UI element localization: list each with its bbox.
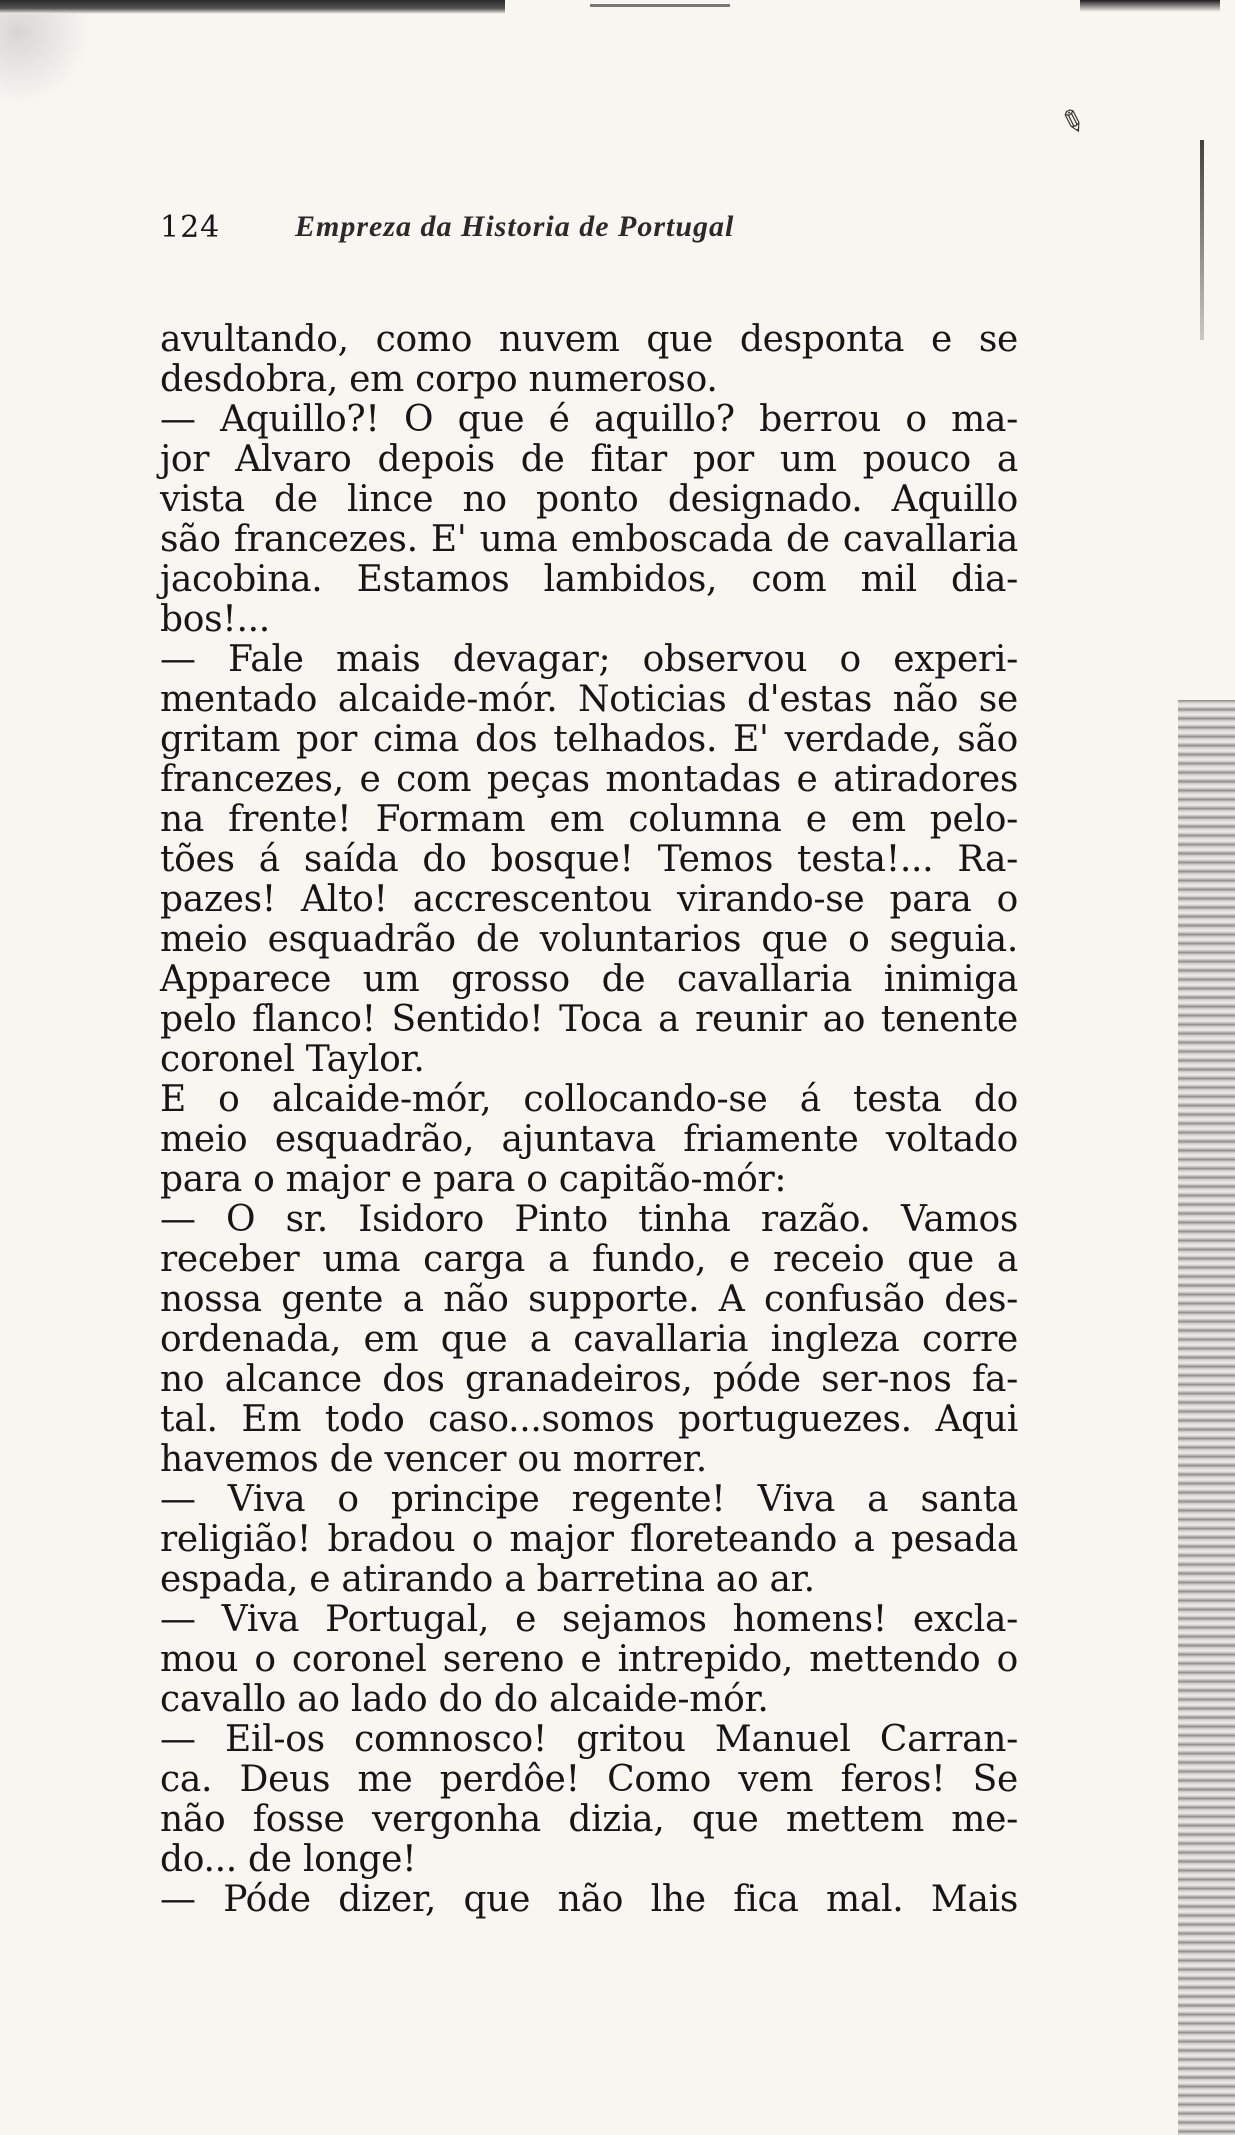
- text-line: francezes, e com peças montadas e atiradores: [160, 759, 1018, 800]
- text-line: meio esquadrão de voluntarios que o seguia.: [160, 919, 1018, 960]
- text-line: tal. Em todo caso...somos portuguezes. Aqui: [160, 1399, 1018, 1440]
- text-line: — Aquillo?! O que é aquillo? berrou o ma-: [160, 399, 1018, 440]
- scan-artifact-page-edge: [1178, 700, 1235, 2135]
- text-line: no alcance dos granadeiros, póde ser-nos fa-: [160, 1359, 1018, 1400]
- running-title: Empreza da Historia de Portugal: [295, 210, 735, 243]
- text-line: — Póde dizer, que não lhe fica mal. Mais: [160, 1879, 1018, 1920]
- text-line: são francezes. E' uma emboscada de cavallaria: [160, 519, 1018, 560]
- text-line: jacobina. Estamos lambidos, com mil dia-: [160, 559, 1018, 600]
- text-line: — Viva o principe regente! Viva a santa: [160, 1479, 1018, 1520]
- text-line: para o major e para o capitão-mór:: [160, 1159, 787, 1200]
- page-number: 124: [160, 210, 221, 245]
- text-line: gritam por cima dos telhados. E' verdade, são: [160, 719, 1018, 760]
- text-line: bos!...: [160, 599, 270, 640]
- scan-artifact-corner-speckle: [0, 14, 90, 104]
- text-line: jor Alvaro depois de fitar por um pouco a: [160, 439, 1018, 480]
- text-line: cavallo ao lado do do alcaide-mór.: [160, 1679, 769, 1720]
- text-line: ordenada, em que a cavallaria ingleza corre: [160, 1319, 1018, 1360]
- scan-artifact-right-line: [1200, 140, 1204, 340]
- scan-artifact-top-right: [1080, 0, 1220, 12]
- text-line: desdobra, em corpo numeroso.: [160, 359, 718, 400]
- text-line: — Fale mais devagar; observou o experi-: [160, 639, 1018, 680]
- text-line: — Viva Portugal, e sejamos homens! excla-: [160, 1599, 1018, 1640]
- text-line: coronel Taylor.: [160, 1039, 425, 1080]
- scan-artifact-top-center: [590, 4, 730, 7]
- text-line: do... de longe!: [160, 1839, 417, 1880]
- text-line: pelo flanco! Sentido! Toca a reunir ao tenente: [160, 999, 1018, 1040]
- text-line: E o alcaide-mór, collocando-se á testa do: [160, 1079, 1018, 1120]
- text-line: mou o coronel sereno e intrepido, mettendo o: [160, 1639, 1018, 1680]
- running-head: [160, 210, 1040, 260]
- text-line: ca. Deus me perdôe! Como vem feros! Se: [160, 1759, 1018, 1800]
- text-line: não fosse vergonha dizia, que mettem me-: [160, 1799, 1018, 1840]
- text-line: mentado alcaide-mór. Noticias d'estas não se: [160, 679, 1018, 720]
- text-line: avultando, como nuvem que desponta e se: [160, 319, 1018, 360]
- text-line: tões á saída do bosque! Temos testa!... Ra-: [160, 839, 1018, 880]
- text-line: meio esquadrão, ajuntava friamente voltado: [160, 1119, 1018, 1160]
- ink-mark-icon: ✎: [1055, 101, 1090, 144]
- text-line: receber uma carga a fundo, e receio que a: [160, 1239, 1018, 1280]
- text-line: — Eil-os comnosco! gritou Manuel Carran-: [160, 1719, 1018, 1760]
- text-line: Apparece um grosso de cavallaria inimiga: [160, 959, 1018, 1000]
- scan-artifact-top-left: [0, 0, 505, 14]
- text-line: na frente! Formam em columna e em pelo-: [160, 799, 1018, 840]
- body-text: [160, 320, 1018, 1920]
- text-line: nossa gente a não supporte. A confusão des-: [160, 1279, 1018, 1320]
- text-line: espada, e atirando a barretina ao ar.: [160, 1559, 815, 1600]
- text-line: religião! bradou o major floreteando a pesada: [160, 1519, 1018, 1560]
- text-line: — O sr. Isidoro Pinto tinha razão. Vamos: [160, 1199, 1018, 1240]
- text-line: vista de lince no ponto designado. Aquillo: [160, 479, 1018, 520]
- text-line: havemos de vencer ou morrer.: [160, 1439, 707, 1480]
- text-line: pazes! Alto! accrescentou virando-se para o: [160, 879, 1018, 920]
